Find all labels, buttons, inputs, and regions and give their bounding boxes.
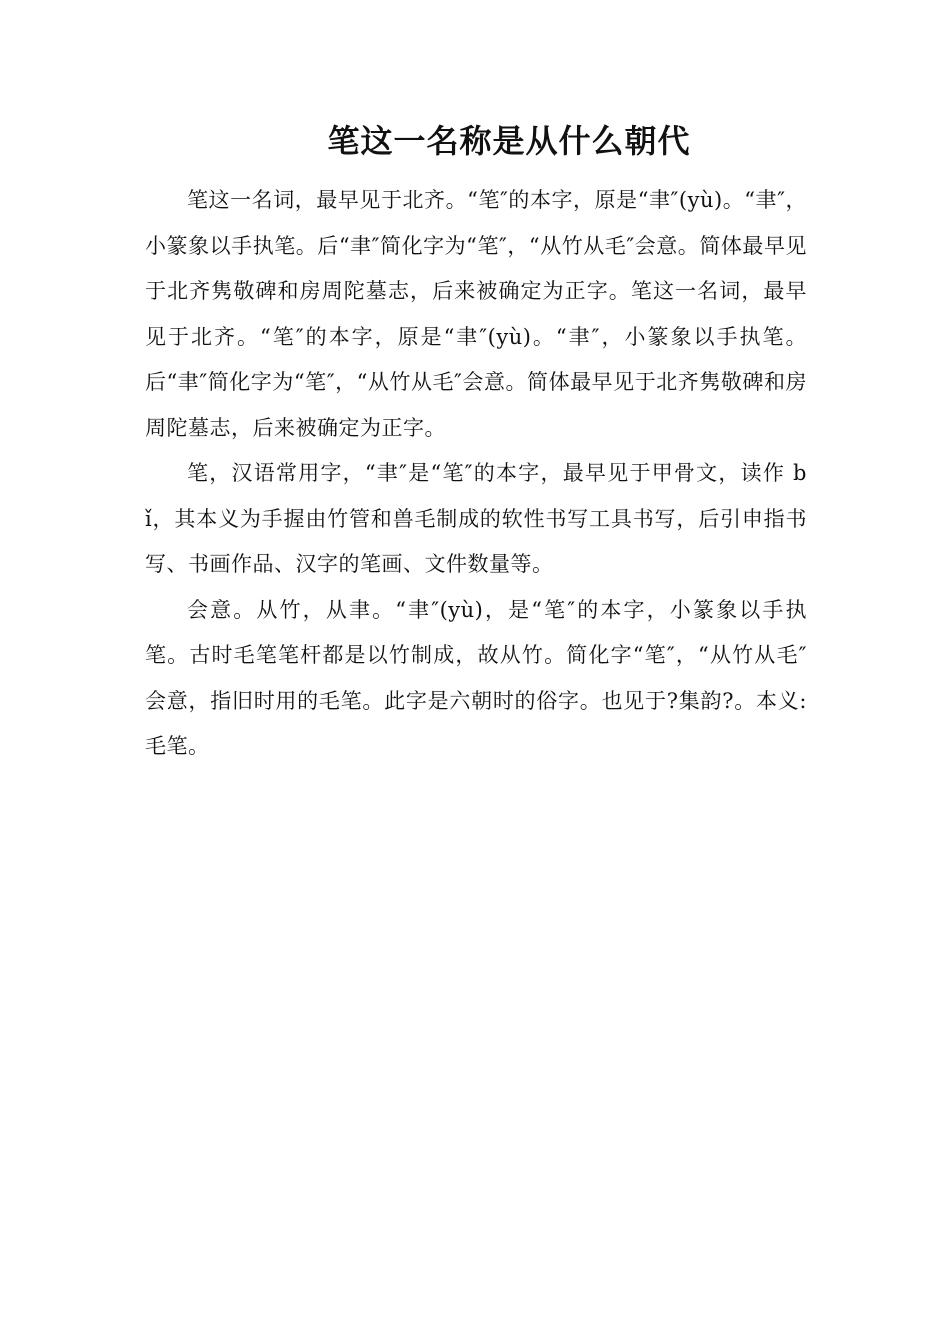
document-body <box>145 178 807 770</box>
paragraph-etymology: 会意。从竹，从聿。“聿″(yù)，是“笔″的本字，小篆象以手执笔。古时毛笔笔杆都是以竹制成，故从竹。简化字“笔″，“从竹从毛″会意，指旧时用的毛笔。此字是六朝时的俗字。也见于?集韵?。本义:毛笔。 <box>145 597 807 758</box>
paragraph-origin: 笔这一名词，最早见于北齐。“笔″的本字，原是“聿″(yù)。“聿″，小篆象以手执笔。后“聿″简化字为“笔″，“从竹从毛″会意。简体最早见于北齐隽敬碑和房周陀墓志，后来被确定为正字。笔这一名词，最早见于北齐。“笔″的本字，原是“聿″(yù)。“聿″，小篆象以手执笔。后“聿″简化字为“笔″，“从竹从毛″会意。简体最早见于北齐隽敬碑和房周陀墓志，后来被确定为正字。 <box>145 188 807 440</box>
paragraph-definition: 笔，汉语常用字，“聿″是“笔″的本字，最早见于甲骨文，读作 bǐ，其本义为手握由竹管和兽毛制成的软性书写工具书写，后引申指书写、书画作品、汉字的笔画、文件数量等。 <box>145 461 807 576</box>
document-title: 笔这一名称是从什么朝代 <box>327 122 691 160</box>
